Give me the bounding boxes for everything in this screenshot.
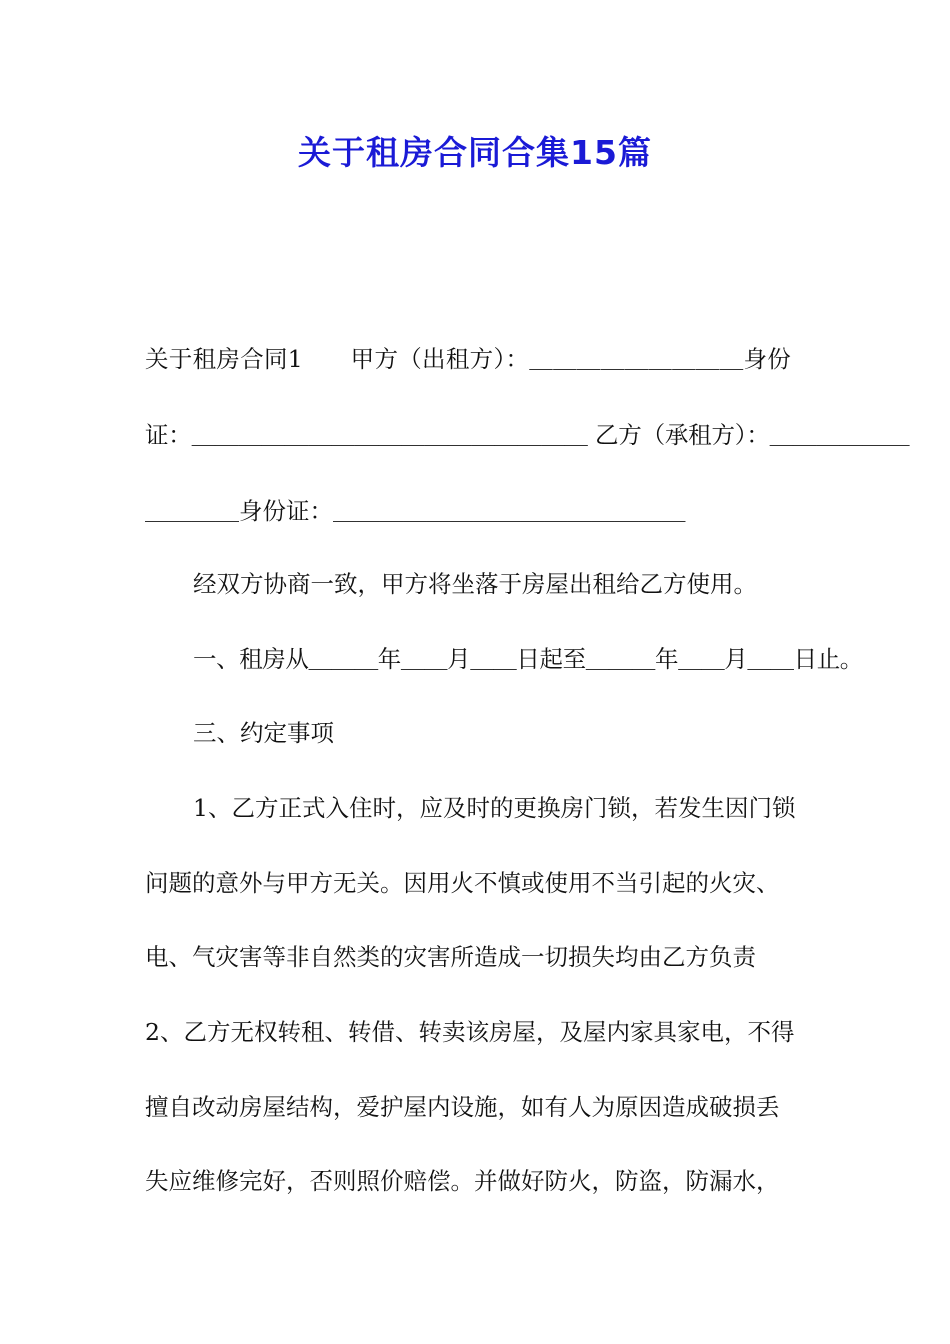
- document-title: 关于租房合同合集15篇: [298, 133, 652, 172]
- text-line-11: 擅自改动房屋结构，爱护屋内设施，如有人为原因造成破损丢: [145, 1093, 780, 1121]
- text-line-8: 问题的意外与甲方无关。因用火不慎或使用不当引起的火灾、: [145, 869, 780, 897]
- text-line-5: 一、租房从＿＿＿年＿＿月＿＿日起至＿＿＿年＿＿月＿＿日止。: [193, 645, 863, 673]
- text-line-4: 经双方协商一致，甲方将坐落于房屋出租给乙方使用。: [193, 570, 757, 598]
- text-line-6: 三、约定事项: [193, 719, 334, 747]
- text-line-9: 电、气灾害等非自然类的灾害所造成一切损失均由乙方负责: [145, 943, 756, 971]
- text-line-7: 1、乙方正式入住时，应及时的更换房门锁，若发生因门锁: [193, 794, 796, 822]
- text-line-1: 关于租房合同1 甲方（出租方）：＿＿＿＿＿＿＿＿＿身份: [145, 345, 792, 373]
- text-line-3: ＿＿＿＿身份证：＿＿＿＿＿＿＿＿＿＿＿＿＿＿＿: [145, 497, 686, 525]
- text-line-12: 失应维修完好，否则照价赔偿。并做好防火，防盗，防漏水，: [145, 1167, 780, 1195]
- text-line-2: 证：＿＿＿＿＿＿＿＿＿＿＿＿＿＿＿＿＿ 乙方（承租方）：＿＿＿＿＿＿: [145, 421, 910, 449]
- text-line-10: 2、乙方无权转租、转借、转卖该房屋，及屋内家具家电，不得: [145, 1018, 795, 1046]
